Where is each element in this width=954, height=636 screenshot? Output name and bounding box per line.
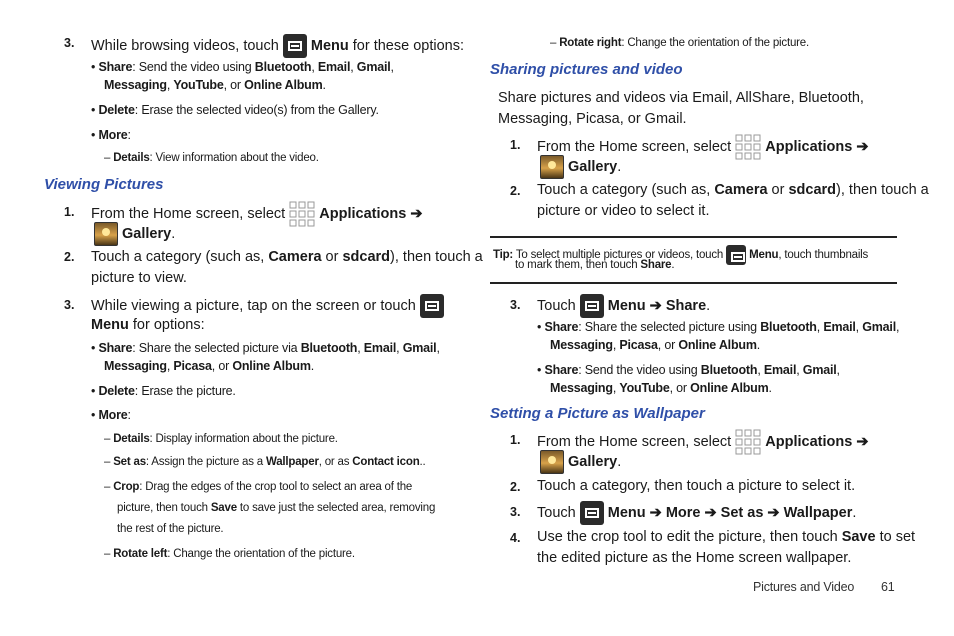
section-heading: Viewing Pictures — [44, 176, 164, 193]
step-text: Touch Menu ➔ More ➔ Set as ➔ Wallpaper. — [537, 501, 856, 525]
step-number: 1. — [510, 433, 521, 447]
step-text-cont: Gallery. — [540, 155, 621, 179]
sub-rotate-left: – Rotate left: Change the orientation of the picture. — [104, 548, 355, 560]
menu-icon — [420, 294, 444, 318]
sub-details: – Details: Display information about the picture. — [104, 433, 338, 445]
bullet-share-cont: Messaging, YouTube, or Online Album. — [104, 78, 326, 92]
page-number: 61 — [881, 580, 895, 594]
applications-grid-icon — [735, 429, 761, 455]
step-number: 3. — [510, 298, 521, 312]
bullet-share-video-cont: Messaging, YouTube, or Online Album. — [550, 381, 772, 395]
step-text-cont: the edited picture as the Home screen wallpaper. — [537, 550, 852, 566]
menu-icon — [726, 245, 746, 265]
bullet-share-cont: Messaging, Picasa, or Online Album. — [104, 359, 315, 373]
step-text-cont: picture to view. — [91, 270, 187, 286]
step-text: From the Home screen, select Applications ➔ — [537, 429, 868, 455]
sub-crop-cont: picture, then touch Save to save just the selected area, removing — [117, 502, 436, 514]
section-heading: Setting a Picture as Wallpaper — [490, 405, 705, 422]
sub-crop-cont: the rest of the picture. — [117, 523, 224, 535]
tip-text: Tip: To select multiple pictures or videos, touch Menu, touch thumbnails — [493, 245, 868, 265]
sub-details: – Details: View information about the video. — [104, 152, 319, 164]
step-text-cont: Menu for options: — [91, 317, 205, 333]
menu-icon — [580, 501, 604, 525]
step-text: Touch a category (such as, Camera or sdcard), then touch a — [537, 182, 929, 198]
step-number: 1. — [510, 138, 521, 152]
gallery-icon — [94, 222, 118, 246]
sub-set-as: – Set as: Assign the picture as a Wallpaper, or as Contact icon.. — [104, 456, 426, 468]
step-text-cont: picture or video to select it. — [537, 203, 710, 219]
step-number: 2. — [64, 250, 75, 264]
tip-bottom-rule — [490, 282, 897, 284]
bullet-delete: • Delete: Erase the selected video(s) from the Gallery. — [91, 103, 379, 117]
sub-rotate-right: – Rotate right: Change the orientation of the picture. — [550, 37, 809, 49]
tip-text-cont: to mark them, then touch Share. — [515, 259, 675, 271]
bullet-more: • More: — [91, 128, 131, 142]
gallery-icon — [540, 450, 564, 474]
step-number: 3. — [64, 36, 75, 50]
section-heading: Sharing pictures and video — [490, 61, 683, 78]
step-number: 3. — [510, 505, 521, 519]
menu-icon — [283, 34, 307, 58]
menu-icon — [580, 294, 604, 318]
step-text: While browsing videos, touch Menu for these options: — [91, 34, 464, 58]
intro-text: Messaging, Picasa, or Gmail. — [498, 111, 687, 127]
gallery-icon — [540, 155, 564, 179]
bullet-share-cont: Messaging, Picasa, or Online Album. — [550, 338, 761, 352]
bullet-share: • Share: Share the selected picture using Bluetooth, Email, Gmail, — [537, 320, 900, 334]
footer-section: Pictures and Video — [753, 580, 855, 594]
step-number: 2. — [510, 480, 521, 494]
step-text: Touch a category, then touch a picture to select it. — [537, 478, 856, 494]
intro-text: Share pictures and videos via Email, AllShare, Bluetooth, — [498, 90, 864, 106]
bullet-share: • Share: Share the selected picture via Bluetooth, Email, Gmail, — [91, 341, 440, 355]
bullet-share: • Share: Send the video using Bluetooth, Email, Gmail, — [91, 60, 394, 74]
step-text: While viewing a picture, tap on the screen or touch — [91, 294, 444, 318]
step-text-cont: Gallery. — [540, 450, 621, 474]
step-text: Touch Menu ➔ Share. — [537, 294, 710, 318]
step-text: From the Home screen, select Applications ➔ — [91, 201, 422, 227]
step-number: 1. — [64, 205, 75, 219]
step-number: 2. — [510, 184, 521, 198]
tip-top-rule — [490, 236, 897, 238]
applications-grid-icon — [735, 134, 761, 160]
step-text: Touch a category (such as, Camera or sdcard), then touch a — [91, 249, 483, 265]
step-text-cont: Gallery. — [94, 222, 175, 246]
sub-crop: – Crop: Drag the edges of the crop tool to select an area of the — [104, 481, 413, 493]
applications-grid-icon — [289, 201, 315, 227]
bullet-share-video: • Share: Send the video using Bluetooth, Email, Gmail, — [537, 363, 840, 377]
step-number: 4. — [510, 531, 521, 545]
bullet-delete: • Delete: Erase the picture. — [91, 384, 236, 398]
step-text: From the Home screen, select Applications ➔ — [537, 134, 868, 160]
bullet-more: • More: — [91, 408, 131, 422]
step-text: Use the crop tool to edit the picture, then touch Save to set — [537, 529, 916, 545]
step-number: 3. — [64, 298, 75, 312]
